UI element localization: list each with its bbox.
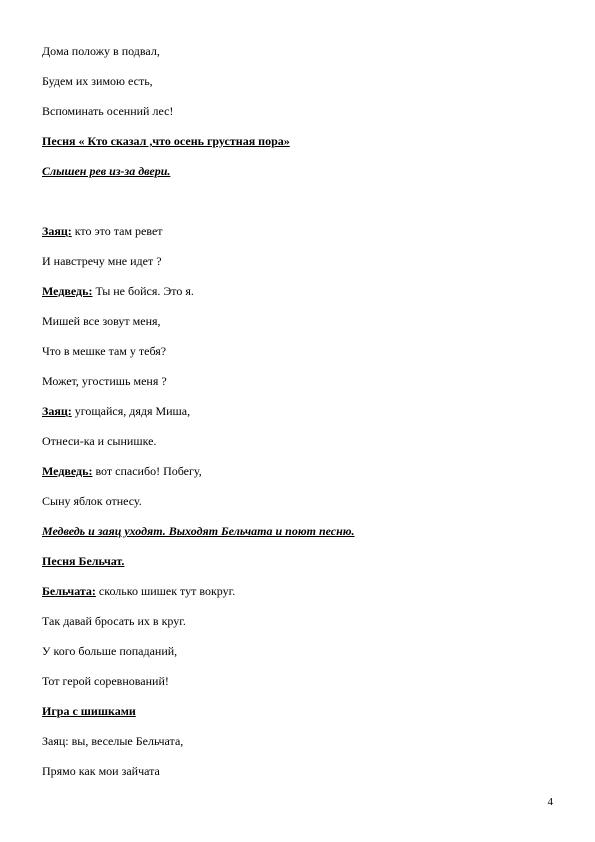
- song-heading: Песня « Кто сказал ,что осень грустная пора»: [42, 134, 290, 148]
- verse-line: И навстречу мне идет ?: [42, 254, 162, 268]
- dialogue-line: [42, 404, 190, 418]
- dialogue-text: вот спасибо! Побегу,: [92, 464, 202, 478]
- verse-line: Тот герой соревнований!: [42, 674, 169, 688]
- dialogue-line: [42, 464, 202, 478]
- dialogue-text: кто это там ревет: [71, 224, 163, 238]
- verse-line: Отнеси-ка и сынишке.: [42, 434, 157, 448]
- game-heading: Игра с шишками: [42, 704, 136, 718]
- verse-line: Мишей все зовут меня,: [42, 314, 161, 328]
- speaker-label: Заяц:: [42, 404, 72, 418]
- stage-direction: Слышен рев из-за двери.: [42, 164, 171, 178]
- dialogue-line: [42, 224, 163, 238]
- verse-line: Сыну яблок отнесу.: [42, 494, 142, 508]
- verse-line: Что в мешке там у тебя?: [42, 344, 167, 358]
- speaker-label: Заяц:: [42, 224, 72, 238]
- speaker-label: Бельчата:: [42, 584, 96, 598]
- dialogue-text: Ты не бойся. Это я.: [92, 284, 194, 298]
- verse-line: Заяц: вы, веселые Бельчата,: [42, 734, 184, 748]
- dialogue-line: [42, 584, 235, 598]
- verse-line: Может, угостишь меня ?: [42, 374, 167, 388]
- verse-line: Так давай бросать их в круг.: [42, 614, 186, 628]
- song-heading: Песня Бельчат.: [42, 554, 125, 568]
- dialogue-text: угощайся, дядя Миша,: [71, 404, 191, 418]
- verse-line: Будем их зимою есть,: [42, 74, 153, 88]
- speaker-label: Медведь:: [42, 284, 93, 298]
- page-number: 4: [547, 796, 553, 808]
- verse-line: Вспоминать осенний лес!: [42, 104, 174, 118]
- dialogue-line: [42, 284, 194, 298]
- verse-line: Дома положу в подвал,: [42, 44, 160, 58]
- verse-line: Прямо как мои зайчата: [42, 764, 160, 778]
- verse-line: У кого больше попаданий,: [42, 644, 178, 658]
- stage-direction: Медведь и заяц уходят. Выходят Бельчата и поют песню.: [42, 524, 355, 538]
- speaker-label: Медведь:: [42, 464, 93, 478]
- dialogue-text: сколько шишек тут вокруг.: [95, 584, 236, 598]
